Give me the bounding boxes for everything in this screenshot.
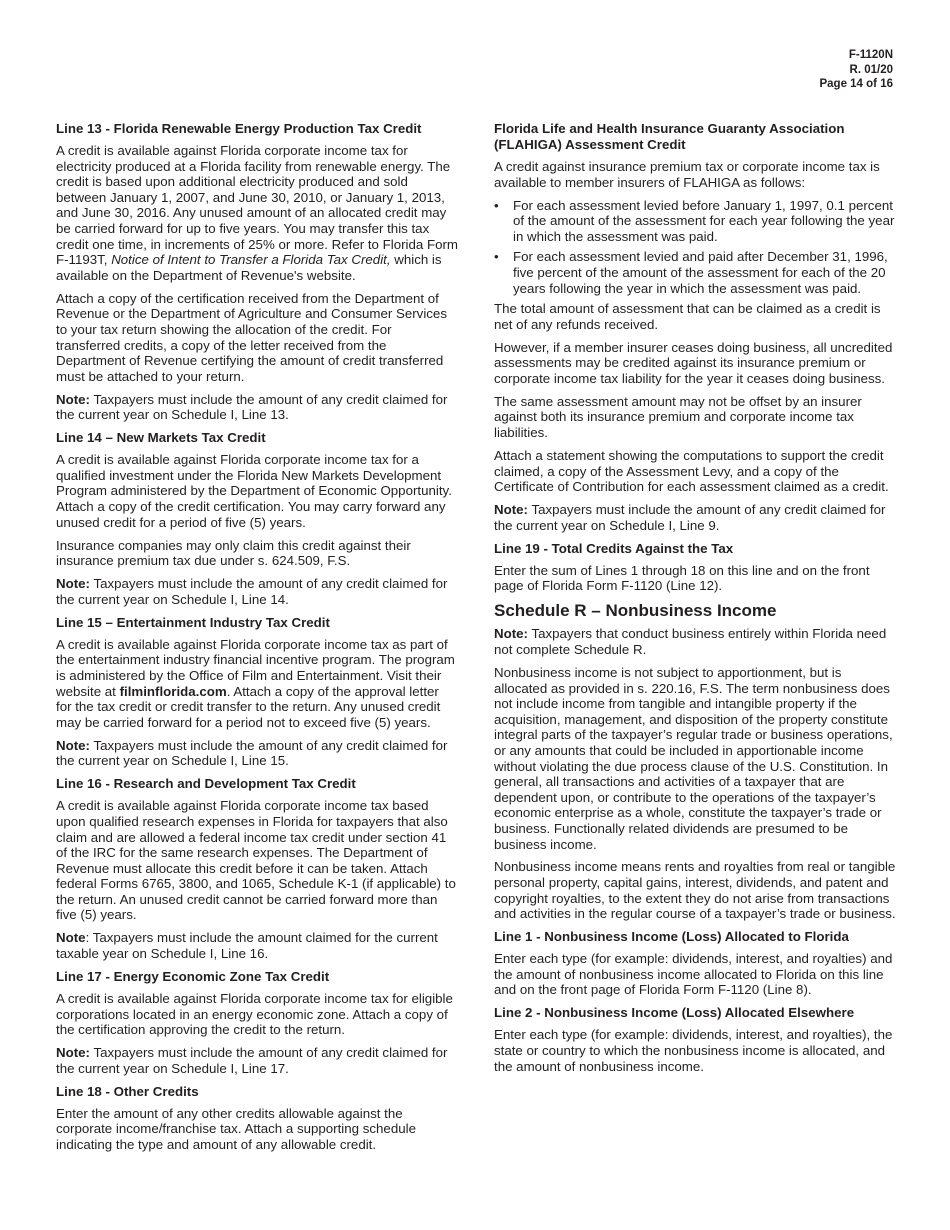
schedule-r-line1-section	[494, 929, 898, 998]
left-column	[56, 121, 458, 1160]
line14-paragraph-1: A credit is available against Florida corporate income tax for a qualified investment under the Florida New Markets Development Program administered by the Department of Economic Opportunity. Attach a copy of the credit certification. You may carry forward any unused credit for a period of five (5) years.	[56, 452, 452, 530]
line14-section	[56, 430, 458, 607]
schedule-r-line2-paragraph: Enter each type (for example: dividends, interest, and royalties), the state or country to which the nonbusiness income is allocated, and the amount of nonbusiness income.	[494, 1027, 893, 1074]
line15-section	[56, 615, 458, 769]
list-item: • For each assessment levied and paid after December 31, 1996, five percent of the amount of the assessment for each of the 20 years following the year in which the assessment was paid.	[494, 249, 898, 296]
schedule-r-paragraph-2: Nonbusiness income means rents and royalties from real or tangible personal property, capital gains, interest, dividends, and patent and copyright royalties, to the extent they do not arise from transactions and activities in the regular course of a taxpayer’s trade or business.	[494, 859, 896, 922]
line17-note: Note: Taxpayers must include the amount of any credit claimed for the current year on Schedule I, Line 17.	[56, 1045, 448, 1076]
schedule-r-line2-section	[494, 1005, 898, 1074]
line16-paragraph-1: A credit is available against Florida corporate income tax based upon qualified research expenses in Florida for taxpayers that also claim and are allowed a federal income tax credit under section 41 of the IRC for the same research expenses. The Department of Revenue must allocate this credit before it can be taken. Attach federal Forms 6765, 3800, and 1065, Schedule K-1 (if applicable) to the return. An unused credit cannot be carried forward more than five (5) years.	[56, 798, 456, 923]
form-revision: R. 01/20	[849, 63, 893, 76]
line19-heading: Line 19 - Total Credits Against the Tax	[494, 540, 734, 556]
line18-heading: Line 18 - Other Credits	[56, 1083, 199, 1099]
line17-section	[56, 969, 458, 1076]
flahiga-paragraph-5: Attach a statement showing the computations to support the credit claimed, a copy of the Assessment Levy, and a copy of the Certificate of Contribution for each assessment claimed as a credit.	[494, 448, 889, 495]
schedule-r-paragraph-1: Nonbusiness income is not subject to apportionment, but is allocated as provided in s. 220.16, F.S. The term nonbusiness does not include income from tangible and intangible property if the acquisition, management, and disposition of the property constitute integral parts of the taxpayer’s regular trade or business operations, or any amounts that could be included in apportionable income without violating the due process clause of the U.S. Constitution. In general, all transactions and activities of a taxpayer that are dependent upon, or contribute to the operations of the taxpayer’s economic enterprise as a whole, constitute the taxpayer’s trade or business. Functionally related dividends are presumed to be business income.	[494, 664, 893, 852]
flahiga-paragraph-2: The total amount of assessment that can be claimed as a credit is net of any refunds received.	[494, 301, 881, 332]
line18-section	[56, 1084, 458, 1153]
line15-note: Note: Taxpayers must include the amount of any credit claimed for the current year on Schedule I, Line 15.	[56, 737, 448, 769]
flahiga-paragraph-4: The same assessment amount may not be offset by an insurer against both its insurance premium and corporate income tax liabilities.	[494, 393, 862, 441]
line13-paragraph-2: Attach a copy of the certification received from the Department of Revenue or the Department of Agriculture and Consumer Services to your tax return showing the allocation of the credit. For transferred credits, a copy of the letter received from the Department of Revenue certifying the amount of credit transferred must be attached to your return.	[56, 290, 447, 384]
line15-paragraph-1: A credit is available against Florida corporate income tax as part of the entertainment industry financial incentive program. The program is administered by the Office of Film and Entertainment. Visit their website at filminflorida.com. Attach a copy of the approval letter for the tax credit or credit transfer to the return. Any unused credit may be carried forward for a period not to exceed five (5) years.	[56, 636, 455, 730]
flahiga-note: Note: Taxpayers must include the amount of any credit claimed for the current year on Schedule I, Line 9.	[494, 502, 886, 533]
schedule-r-note: Note: Taxpayers that conduct business entirely within Florida need not complete Schedule R.	[494, 626, 887, 657]
line13-section	[56, 121, 458, 423]
flahiga-section	[494, 121, 898, 533]
flahiga-paragraph-1: A credit against insurance premium tax or corporate income tax is available to member insurers of FLAHIGA as follows:	[494, 159, 880, 190]
schedule-r-line2-heading: Line 2 - Nonbusiness Income (Loss) Allocated Elsewhere	[494, 1005, 855, 1021]
line19-section	[494, 541, 898, 594]
schedule-r-section	[494, 601, 898, 921]
film-website-link: filminflorida.com	[119, 683, 227, 699]
line16-section	[56, 776, 458, 961]
right-column	[494, 121, 898, 1082]
line15-heading: Line 15 – Entertainment Industry Tax Credit	[56, 614, 330, 630]
line16-heading: Line 16 - Research and Development Tax Credit	[56, 776, 356, 792]
line16-note: Note: Taxpayers must include the amount claimed for the current taxable year on Schedule I, Line 16.	[56, 930, 438, 962]
flahiga-bullet-list	[494, 198, 898, 297]
schedule-r-heading: Schedule R – Nonbusiness Income	[494, 601, 777, 621]
flahiga-heading: Florida Life and Health Insurance Guaranty Association (FLAHIGA) Assessment Credit	[494, 121, 845, 152]
line19-paragraph-1: Enter the sum of Lines 1 through 18 on this line and on the front page of Florida Form F-1120 (Line 12).	[494, 562, 870, 594]
line18-paragraph-1: Enter the amount of any other credits allowable against the corporate income/franchise tax. Attach a supporting schedule indicating the type and amount of any allowable credit.	[56, 1105, 416, 1152]
line14-note: Note: Taxpayers must include the amount of any credit claimed for the current year on Schedule I, Line 14.	[56, 576, 448, 607]
schedule-r-line1-paragraph: Enter each type (for example: dividends, interest, and royalties) and the amount of nonbusiness income allocated to Florida on this line and on the front page of Florida Form F-1120 (Line 8).	[494, 951, 893, 998]
schedule-r-line1-heading: Line 1 - Nonbusiness Income (Loss) Allocated to Florida	[494, 929, 849, 945]
flahiga-paragraph-3: However, if a member insurer ceases doing business, all uncredited assessments may be credited against its insurance premium or corporate income tax liability for the year it ceases doing business.	[494, 339, 893, 386]
line13-heading: Line 13 - Florida Renewable Energy Production Tax Credit	[56, 121, 422, 136]
list-item: • For each assessment levied before January 1, 1997, 0.1 percent of the amount of the assessment for each year following the year in which the assessment was paid.	[494, 198, 898, 245]
line17-heading: Line 17 - Energy Economic Zone Tax Credit	[56, 969, 330, 985]
page-number: Page 14 of 16	[819, 78, 893, 90]
line14-heading: Line 14 – New Markets Tax Credit	[56, 430, 266, 446]
line13-paragraph-1: A credit is available against Florida corporate income tax for electricity produced at a Florida facility from renewable energy. The credit is based upon additional electricity produced and sold between January 1, 2007, and June 30, 2010, or January 1, 2013, and June 30, 2016. Any unused amount of an allocated credit may be carried forward for up to five years. You may transfer this tax credit one time, in increments of 25% or more. Refer to Florida Form F-1193T, Notice of Intent to Transfer a Florida Tax Credit, which is available on the Department of Revenue's website.	[56, 143, 459, 283]
line14-paragraph-2: Insurance companies may only claim this credit against their insurance premium tax due under s. 624.509, F.S.	[56, 537, 411, 569]
line17-paragraph-1: A credit is available against Florida corporate income tax for eligible corporations located in an energy economic zone. Attach a copy of the certification approving the credit to the return.	[56, 991, 453, 1038]
page-header	[819, 48, 893, 92]
line13-note: Note: Taxpayers must include the amount of any credit claimed for the current year on Schedule I, Line 13.	[56, 391, 448, 423]
form-number: F-1120N	[848, 49, 893, 61]
